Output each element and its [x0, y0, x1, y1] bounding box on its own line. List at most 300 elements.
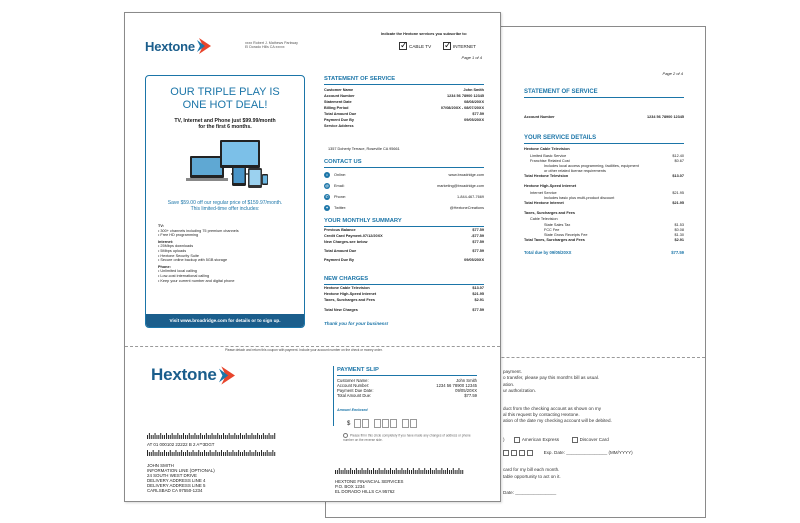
barcode-bar	[335, 470, 336, 474]
line-item-label: Internet Service	[530, 191, 557, 195]
barcode-bar	[371, 470, 372, 474]
barcode-bar	[443, 470, 444, 474]
barcode-bar	[240, 433, 241, 439]
barcode-bar	[377, 470, 378, 474]
address-line: 24 SOUTH WEST DRIVE	[147, 473, 197, 478]
barcode-bar	[394, 470, 395, 474]
payment-slip-title: PAYMENT SLIP	[337, 367, 379, 373]
page-number: Page 1 of 4	[461, 55, 482, 60]
barcode-bar	[271, 452, 272, 456]
slip-row-value: John Smith	[456, 378, 477, 383]
barcode-bar	[339, 468, 340, 474]
section-total	[524, 174, 684, 179]
barcode-bar	[250, 435, 251, 439]
barcode-bar	[155, 452, 156, 456]
barcode-bar	[183, 433, 184, 439]
statement-row-label: Statement Date	[324, 100, 352, 104]
barcode-bar	[155, 433, 156, 439]
summary-row-value: $77.59	[472, 228, 484, 232]
feature-item: • 5Mbps uploads	[158, 249, 298, 254]
promo-footer-link[interactable]: Visit www.broadridge.com for details or to sign up.	[146, 314, 304, 327]
card-digit-box[interactable]	[519, 450, 525, 456]
page-number: Page 2 of 4	[662, 71, 683, 76]
contact-row	[324, 171, 484, 179]
total-due-value: $77.59	[671, 250, 684, 255]
charge-row-value: $2.91	[474, 298, 484, 302]
divider	[524, 143, 684, 144]
charge-row-label: Hextone Cable Television	[324, 286, 370, 290]
barcode-bar	[214, 452, 215, 456]
taxes-subheading: Cable Television	[530, 217, 558, 221]
line-item-label: FCC Fee	[544, 228, 560, 232]
barcode-bar	[271, 435, 272, 439]
barcode-bar	[346, 470, 347, 474]
barcode-bar	[198, 435, 199, 439]
barcode-bar	[362, 468, 363, 474]
card-digit-box[interactable]	[527, 450, 533, 456]
barcode-bar	[384, 468, 385, 474]
digit-box[interactable]	[374, 419, 381, 428]
barcode-bar	[168, 435, 169, 439]
address-line: JOHN SMITH	[147, 463, 174, 468]
barcode-bar	[151, 435, 152, 439]
postal-barcode-icon	[147, 433, 277, 439]
contact-value[interactable]: www.broadridge.com	[448, 173, 484, 177]
barcode-bar	[409, 470, 410, 474]
barcode-bar	[234, 433, 235, 439]
barcode-bar	[447, 468, 448, 474]
barcode-bar	[457, 470, 458, 474]
promo-subhead: TV, Internet and Phone just $99.99/month for the first 6 months.	[174, 118, 276, 131]
internet-checkbox[interactable]: ✓ INTERNET	[443, 42, 476, 50]
thank-you-note: Thank you for your business!	[324, 321, 389, 326]
barcode-bar	[388, 470, 389, 474]
feature-item: • Unlimited local calling	[158, 269, 298, 274]
barcode-bar	[242, 452, 243, 456]
charge-row-value: $21.95	[472, 292, 484, 296]
digit-box[interactable]	[362, 419, 369, 428]
section-total-label: Total Hextone Internet	[524, 201, 564, 205]
summary-row-label: New Charges-see below	[324, 240, 368, 244]
barcode-bar	[236, 435, 237, 439]
summary-row-label: Credit Card Payment-07/12/20XX	[324, 234, 383, 238]
line-item-label: Includes basic plus multi-product discount	[544, 196, 615, 200]
barcode-bar	[269, 433, 270, 439]
mailing-address	[147, 463, 215, 493]
line-item-value: $21.95	[672, 191, 684, 195]
contact-value[interactable]: marketing@broadridge.com	[437, 184, 484, 188]
statement-row-value: 07/08/20XX - 08/07/20XX	[440, 106, 484, 110]
contact-row	[324, 182, 484, 190]
barcode-bar	[424, 468, 425, 474]
line-item	[524, 196, 684, 201]
barcode-bar	[214, 435, 215, 439]
barcode-bar	[390, 468, 391, 474]
exp-date-field[interactable]: Exp. Date: ________________ (MM/YYYY)	[543, 450, 633, 456]
barcode-bar	[189, 433, 190, 439]
barcode-bar	[436, 468, 437, 474]
barcode-bar	[255, 435, 256, 439]
divider	[324, 226, 484, 227]
barcode-bar	[200, 433, 201, 439]
barcode-bar	[166, 433, 167, 439]
barcode-bar	[257, 452, 258, 456]
barcode-bar	[358, 470, 359, 474]
barcode-bar	[453, 468, 454, 474]
barcode-bar	[181, 435, 182, 439]
barcode-bar	[360, 470, 361, 474]
barcode-bar	[244, 450, 245, 456]
charge-row-label: Taxes, Surcharges and Fees	[324, 298, 376, 302]
divider	[337, 375, 477, 376]
barcode-bar	[246, 433, 247, 439]
contact-row	[324, 193, 484, 201]
barcode-bar	[174, 452, 175, 456]
barcode-bar	[265, 452, 266, 456]
barcode-bar	[193, 450, 194, 456]
barcode-bar	[381, 470, 382, 474]
dollar-sign: $	[347, 420, 351, 427]
barcode-bar	[261, 435, 262, 439]
barcode-bar	[364, 470, 365, 474]
digit-box[interactable]	[410, 419, 417, 428]
barcode-bar	[223, 433, 224, 439]
logo-mark-icon	[219, 366, 235, 385]
phone-icon: ✆	[325, 194, 329, 199]
promo-box	[145, 75, 305, 328]
barcode-bar	[269, 452, 270, 456]
hextone-logo	[145, 38, 211, 54]
barcode-bar	[396, 468, 397, 474]
barcode-bar	[215, 450, 216, 456]
contact-value[interactable]: 1-844-467-7669	[456, 195, 484, 199]
divider	[524, 97, 684, 98]
barcode-bar	[185, 452, 186, 456]
digit-box[interactable]	[402, 419, 409, 428]
summary-row	[324, 240, 484, 245]
barcode-bar	[183, 452, 184, 456]
barcode-bar	[208, 452, 209, 456]
barcode-bar	[162, 452, 163, 456]
barcode-bar	[233, 435, 234, 439]
digit-box[interactable]	[390, 419, 397, 428]
statement-row	[324, 88, 484, 93]
total-due	[524, 250, 684, 255]
new-charges-title: NEW CHARGES	[324, 276, 369, 282]
feature-item: • 300+ channels including 75 premium channels	[158, 229, 298, 234]
total-due-label: Total due by 09/05/20XX	[524, 250, 572, 255]
barcode-bar	[179, 452, 180, 456]
barcode-bar	[421, 470, 422, 474]
charge-row-label: Hextone High-Speed Internet	[324, 292, 377, 296]
authorization-line: ur authorization.	[503, 388, 536, 393]
brand-name: Hextone	[145, 38, 195, 54]
barcode-bar	[208, 435, 209, 439]
cable-tv-checkbox[interactable]: ✓ CABLE TV	[399, 42, 431, 50]
barcode-bar	[210, 435, 211, 439]
barcode-bar	[398, 470, 399, 474]
authorization-line: ation of the date my checking account will be debited.	[503, 418, 612, 423]
detach-note: Please detach and return this coupon with payment. Include your account number on the check or money order.	[225, 348, 383, 352]
barcode-bar	[231, 435, 232, 439]
barcode-bar	[219, 452, 220, 456]
statement-row-label: Billing Period	[324, 106, 349, 110]
barcode-bar	[164, 435, 165, 439]
barcode-bar	[202, 452, 203, 456]
address-line: EL DORADO HILLS CA 95762	[335, 489, 395, 494]
barcode-bar	[348, 470, 349, 474]
logo-mark-icon	[197, 38, 211, 54]
barcode-bar	[343, 470, 344, 474]
barcode-bar	[212, 452, 213, 456]
barcode-bar	[158, 450, 159, 456]
authorization-line: al this request by contacting Hextone.	[503, 412, 580, 417]
barcode-bar	[229, 452, 230, 456]
barcode-bar	[204, 450, 205, 456]
divider	[324, 284, 484, 285]
feature-item: • Free HD programming	[158, 233, 298, 238]
barcode-bar	[455, 470, 456, 474]
barcode-bar	[147, 450, 148, 456]
charge-row	[324, 286, 484, 291]
card-digit-box[interactable]	[503, 450, 509, 456]
barcode-bar	[459, 468, 460, 474]
barcode-bar	[403, 470, 404, 474]
statement-row-value: $77.59	[472, 112, 484, 116]
statement-title: STATEMENT OF SERVICE	[324, 76, 396, 82]
sender-address: xxxx Robert J. Mathews Parkway El Dorado Hills CA xxxxx	[245, 41, 298, 50]
barcode-bar	[158, 435, 159, 439]
barcode-bar	[451, 470, 452, 474]
divider	[324, 84, 484, 85]
barcode-bar	[267, 435, 268, 439]
line-item	[524, 228, 684, 233]
barcode-bar	[221, 450, 222, 456]
barcode-bar	[149, 433, 150, 439]
barcode-bar	[445, 470, 446, 474]
digit-box[interactable]	[382, 419, 389, 428]
barcode-bar	[217, 433, 218, 439]
barcode-bar	[248, 452, 249, 456]
charge-row-value: $13.07	[472, 286, 484, 290]
barcode-bar	[369, 470, 370, 474]
statement-row	[324, 94, 484, 99]
barcode-bar	[160, 433, 161, 439]
barcode-bar	[350, 468, 351, 474]
barcode-bar	[195, 433, 196, 439]
line-item	[524, 154, 684, 159]
statement-row-label: Total Amount Due	[324, 112, 357, 116]
barcode-bar	[402, 468, 403, 474]
barcode-bar	[367, 468, 368, 474]
barcode-bar	[432, 470, 433, 474]
barcode-bar	[193, 435, 194, 439]
check-icon	[443, 42, 451, 50]
discover-checkbox[interactable]	[572, 437, 578, 443]
section-total-label: Total Taxes, Surcharges and Fees	[524, 238, 585, 242]
barcode-bar	[227, 435, 228, 439]
barcode-bar	[200, 452, 201, 456]
section-total-value: $2.91	[674, 238, 684, 242]
barcode-bar	[191, 452, 192, 456]
card-options: ) American Express Discover Card	[503, 437, 609, 443]
barcode-bar	[259, 452, 260, 456]
contact-label: Online:	[334, 173, 347, 177]
postal-barcode-icon	[335, 468, 465, 474]
statement-row	[324, 106, 484, 111]
summary-row-label: Previous Balance	[324, 228, 356, 232]
barcode-bar	[428, 470, 429, 474]
statement-page-1	[124, 12, 501, 502]
line-item-value: $0.08	[674, 228, 684, 232]
barcode-bar	[225, 452, 226, 456]
summary-title: YOUR MONTHLY SUMMARY	[324, 218, 402, 224]
services-question: Indicate the Hextone services you subscribe to:	[381, 32, 468, 36]
barcode-bar	[236, 452, 237, 456]
feature-item: • 25Mbps downloads	[158, 244, 298, 249]
barcode-bar	[407, 468, 408, 474]
line-item-value: $1.30	[674, 233, 684, 237]
feature-item: • Secure online backup with 5GB storage	[158, 258, 298, 263]
barcode-bar	[149, 452, 150, 456]
barcode-bar	[248, 435, 249, 439]
barcode-bar	[255, 450, 256, 456]
barcode-bar	[250, 450, 251, 456]
barcode-bar	[417, 470, 418, 474]
barcode-bar	[341, 470, 342, 474]
barcode-bar	[177, 433, 178, 439]
address-line: INFORMATION LINE (OPTIONAL)	[147, 468, 215, 473]
barcode-bar	[153, 450, 154, 456]
section-total	[524, 201, 684, 206]
line-item-label: Includes local access programming, facilities, equipment	[544, 164, 639, 168]
barcode-bar	[274, 433, 275, 439]
check-icon	[399, 42, 407, 50]
devices-illustration-icon	[186, 138, 268, 194]
amount-enclosed-field[interactable]	[347, 419, 417, 428]
barcode-bar	[440, 470, 441, 474]
slip-row-value: $77.59	[464, 393, 477, 398]
line-item-label: or other related license requirements	[544, 169, 606, 173]
card-digit-box[interactable]	[511, 450, 517, 456]
barcode-bar	[234, 452, 235, 456]
barcode-bar	[263, 452, 264, 456]
service-address: 1357 Doherty Terrace, Roseville CA 95661	[328, 147, 400, 151]
barcode-bar	[246, 452, 247, 456]
barcode-bar	[426, 470, 427, 474]
barcode-bar	[172, 433, 173, 439]
barcode-bar	[219, 435, 220, 439]
twitter-icon: ✦	[325, 205, 329, 210]
barcode-bar	[160, 452, 161, 456]
barcode-bar	[170, 450, 171, 456]
barcode-bar	[373, 468, 374, 474]
slip-row-label: Payment Due Date:	[337, 388, 374, 393]
barcode-bar	[400, 470, 401, 474]
line-item	[524, 169, 684, 174]
barcode-bar	[151, 452, 152, 456]
summary-row-value: $77.59	[472, 240, 484, 244]
promo-savings: Save $59.00 off our regular price of $159.97/month. This limited-time offer includes:	[167, 200, 283, 213]
barcode-bar	[227, 450, 228, 456]
barcode-bar	[157, 435, 158, 439]
feature-item: • Low-cost international calling	[158, 274, 298, 279]
section-total-label: Total Hextone Television	[524, 174, 569, 178]
date-field[interactable]: Date: ________________	[503, 490, 557, 495]
barcode-bar	[434, 470, 435, 474]
amount-enclosed-label: Amount Enclosed	[337, 408, 368, 412]
amex-checkbox[interactable]	[514, 437, 520, 443]
barcode-bar	[179, 435, 180, 439]
barcode-bar	[231, 452, 232, 456]
barcode-bar	[259, 435, 260, 439]
barcode-bar	[354, 470, 355, 474]
statement-row-value: John Smith	[463, 88, 484, 92]
statement-row-value: 09/05/20XX	[464, 118, 484, 122]
barcode-bar	[206, 452, 207, 456]
contact-label: Email:	[334, 184, 345, 188]
tv-heading: Hextone Cable Television	[524, 147, 570, 151]
barcode-bar	[430, 468, 431, 474]
barcode-bar	[265, 435, 266, 439]
barcode-bar	[422, 470, 423, 474]
promo-features	[158, 222, 298, 283]
barcode-bar	[187, 435, 188, 439]
barcode-bar	[233, 450, 234, 456]
line-item	[524, 223, 684, 228]
barcode-bar	[272, 435, 273, 439]
statement-row-value: 1234 56 78900 12345	[447, 94, 484, 98]
barcode-bar	[252, 452, 253, 456]
line-item	[524, 159, 684, 164]
barcode-bar	[174, 435, 175, 439]
barcode-bar	[441, 468, 442, 474]
globe-icon: ⌂	[325, 172, 329, 177]
summary-row	[324, 258, 484, 263]
barcode-bar	[164, 450, 165, 456]
statement-row	[324, 118, 484, 123]
summary-row-value: $77.59	[472, 249, 484, 253]
barcode-bar	[162, 435, 163, 439]
digit-box[interactable]	[354, 419, 361, 428]
barcode-bar	[168, 452, 169, 456]
taxes-heading: Taxes, Surcharges and Fees	[524, 211, 576, 215]
statement-row-label: Service Address	[324, 124, 354, 128]
barcode-bar	[240, 452, 241, 456]
line-item-label: Limited Basic Service	[530, 154, 567, 158]
brand-name: Hextone	[151, 365, 217, 384]
card-number-row	[503, 450, 633, 456]
barcode-bar	[196, 452, 197, 456]
hextone-logo	[151, 365, 235, 385]
feature-group-heading: TV:	[158, 224, 164, 228]
barcode-bar	[252, 433, 253, 439]
barcode-bar	[225, 435, 226, 439]
barcode-bar	[460, 470, 461, 474]
card-accept-text: table opportunity to act on it.	[503, 474, 561, 479]
barcode-bar	[217, 452, 218, 456]
feature-item: • Keep your current number and digital phone	[158, 279, 298, 284]
contact-value[interactable]: @HextoneCreations	[449, 206, 484, 210]
barcode-bar	[356, 468, 357, 474]
address-line: CARLSBAD CA 97550-1234	[147, 488, 203, 493]
authorization-line: ation.	[503, 382, 515, 387]
barcode-bar	[405, 470, 406, 474]
barcode-bar	[195, 452, 196, 456]
barcode-bar	[413, 468, 414, 474]
contact-label: Phone:	[334, 195, 347, 199]
charge-row	[324, 292, 484, 297]
